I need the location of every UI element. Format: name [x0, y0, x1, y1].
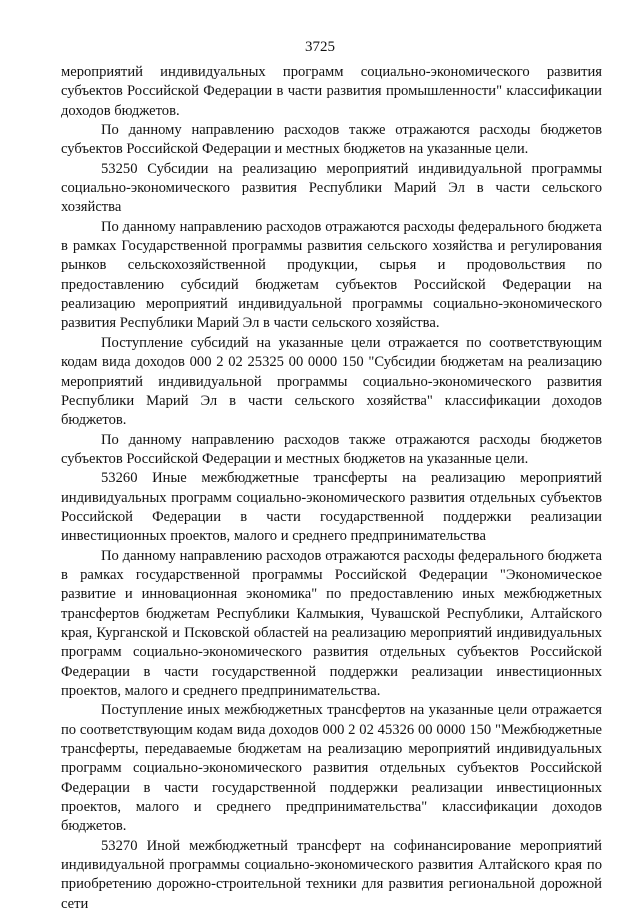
section-heading-53270: 53270 Иной межбюджетный трансферт на софинансирование мероприятий индивидуальной программы социально-экономического развития Алтайского края по приобретению дорожно-строительной техники для развития региональной дорожной сети — [61, 837, 602, 912]
paragraph: По данному направлению расходов отражаются расходы федерального бюджета в рамках Государственной программы развития сельского хозяйства и регулирования рынков сельскохозяйственной продукции, сырья и продовольствия по предоставлению субсидий бюджетам субъектов Российской Федерации на реализацию мероприятий индивидуальной программы социально-экономического развития Республики Марий Эл в части сельского хозяйства. — [61, 218, 602, 332]
section-heading-53260: 53260 Иные межбюджетные трансферты на реализацию мероприятий индивидуальных программ социально-экономического развития отдельных субъектов Российской Федерации в части государственной поддержки реализации инвестиционных проектов, малого и среднего предпринимательства — [61, 470, 602, 545]
paragraph: По данному направлению расходов также отражаются расходы бюджетов субъектов Российской Федерации и местных бюджетов на указанные цели. — [61, 122, 602, 158]
paragraph: Поступление субсидий на указанные цели отражается по соответствующим кодам вида доходов 000 2 02 25325 00 0000 150 "Субсидии бюджетам на реализацию мероприятий индивидуальной программы социально-экономического развития Республики Марий Эл в части сельского хозяйства" классификации доходов бюджетов. — [61, 334, 602, 429]
page-number: 3725 — [305, 39, 335, 55]
paragraph-continued: мероприятий индивидуальных программ социально-экономического развития субъектов Российской Федерации в части развития промышленности" классификации доходов бюджетов. — [61, 64, 602, 119]
paragraph: По данному направлению расходов отражаются расходы федерального бюджета в рамках государственной программы Российской Федерации "Экономическое развитие и инновационная экономика" по предоставлению иных межбюджетных трансфертов бюджетам Республики Калмыкия, Чувашской Республики, Алтайского края, Курганской и Псковской областей на реализацию мероприятий индивидуальных программ социально-экономического развития отдельных субъектов Российской Федерации в части государственной поддержки реализации инвестиционных проектов, малого и среднего предпринимательства. — [61, 547, 602, 699]
section-heading-53250: 53250 Субсидии на реализацию мероприятий индивидуальной программы социально-экономического развития Республики Марий Эл в части сельского хозяйства — [61, 160, 602, 216]
paragraph: Поступление иных межбюджетных трансфертов на указанные цели отражается по соответствующим кодам вида доходов 000 2 02 45326 00 0000 150 "Межбюджетные трансферты, передаваемые бюджетам на реализацию мероприятий индивидуальных программ социально-экономического развития отдельных субъектов Российской Федерации в части государственной поддержки реализации инвестиционных проектов, малого и среднего предпринимательства" классификации доходов бюджетов. — [61, 702, 602, 835]
document-body — [61, 63, 602, 914]
paragraph: По данному направлению расходов также отражаются расходы бюджетов субъектов Российской Федерации и местных бюджетов на указанные цели. — [61, 431, 602, 467]
